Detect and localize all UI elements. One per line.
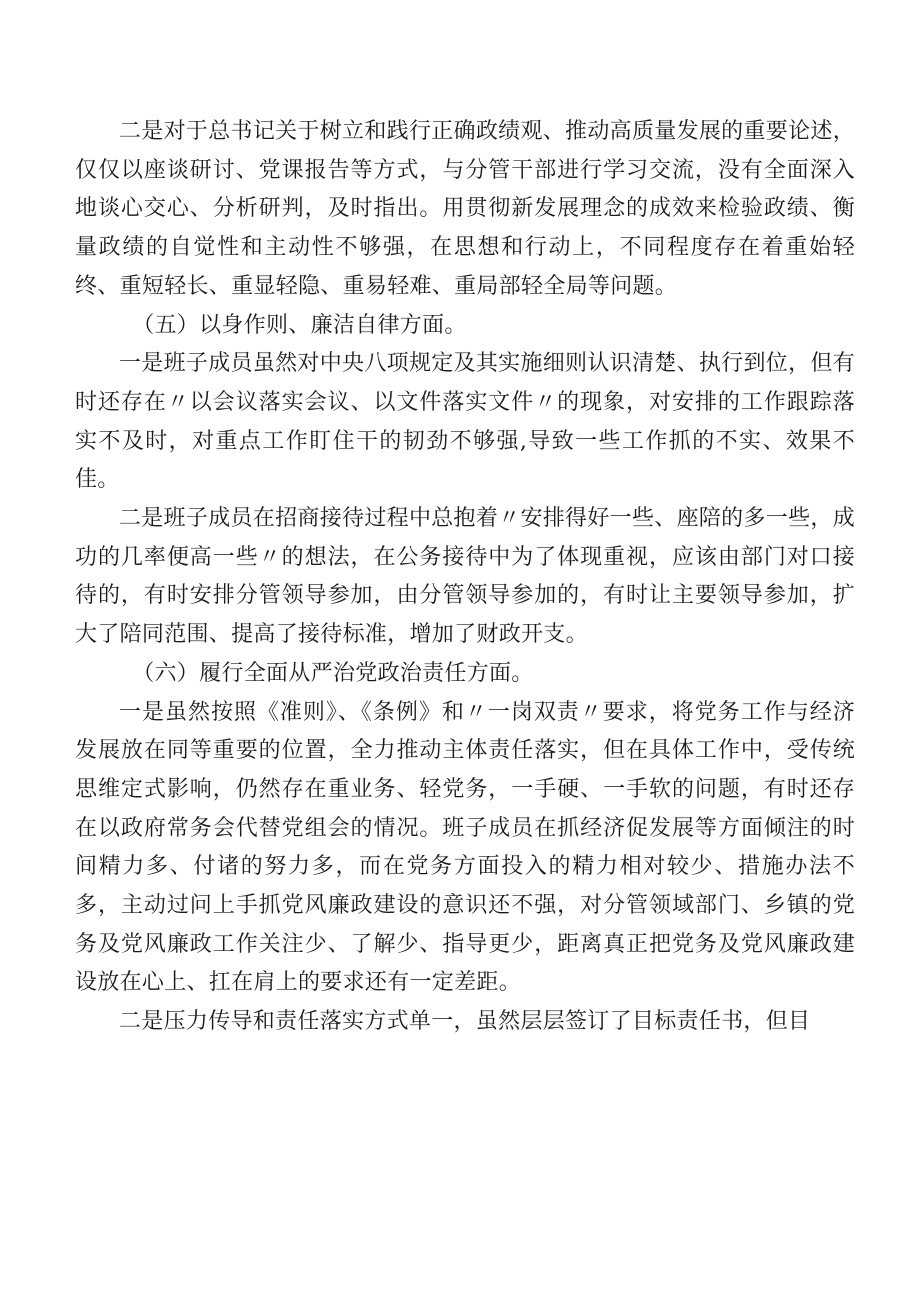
paragraph-reception: 二是班子成员在招商接待过程中总抱着〃安排得好一些、座陪的多一些，成功的几率便高一些〃的想法，在公务接待中为了体现重视，应该由部门对口接待的，有时安排分管领导参加，由分管领导参加的，有时让主要领导参加，扩大了陪同范围、提高了接待标准，增加了财政开支。 [75,506,855,648]
paragraph-eight-regulations: 一是班子成员虽然对中央八项规定及其实施细则认识清楚、执行到位，但有时还存在〃以会议落实会议、以文件落实文件〃的现象，对安排的工作跟踪落实不及时，对重点工作盯住干的韧劲不够强,导致一些工作抓的不实、效果不佳。 [75,351,855,493]
paragraph-political-performance: 二是对于总书记关于树立和践行正确政绩观、推动高质量发展的重要论述，仅仅以座谈研讨、党课报告等方式，与分管干部进行学习交流，没有全面深入地谈心交心、分析研判，及时指出。用贯彻新发展理念的成效来检验政绩、衡量政绩的自觉性和主动性不够强，在思想和行动上，不同程度存在着重始轻终、重短轻长、重显轻隐、重易轻难、重局部轻全局等问题。 [75,119,855,299]
section-heading-6: （六）履行全面从严治党政治责任方面。 [132,660,534,686]
paragraph-pressure-transmission: 二是压力传导和责任落实方式单一，虽然层层签订了目标责任书，但目 [119,1009,811,1035]
document-body [75,113,855,1042]
paragraph-party-responsibility: 一是虽然按照《准则》、《条例》和〃一岗双责〃要求，将党务工作与经济发展放在同等重要的位置，全力推动主体责任落实，但在具体工作中，受传统思维定式影响，仍然存在重业务、轻党务，一手硬、一手软的问题，有时还存在以政府常务会代替党组会的情况。班子成员在抓经济促发展等方面倾注的时间精力多、付诸的努力多，而在党务方面投入的精力相对较少、措施办法不多，主动过问上手抓党风廉政建设的意识还不强，对分管领域部门、乡镇的党务及党风廉政工作关注少、了解少、指导更少，距离真正把党务及党风廉政建设放在心上、扛在肩上的要求还有一定差距。 [75,699,855,996]
section-heading-5: （五）以身作则、廉洁自律方面。 [132,312,467,338]
